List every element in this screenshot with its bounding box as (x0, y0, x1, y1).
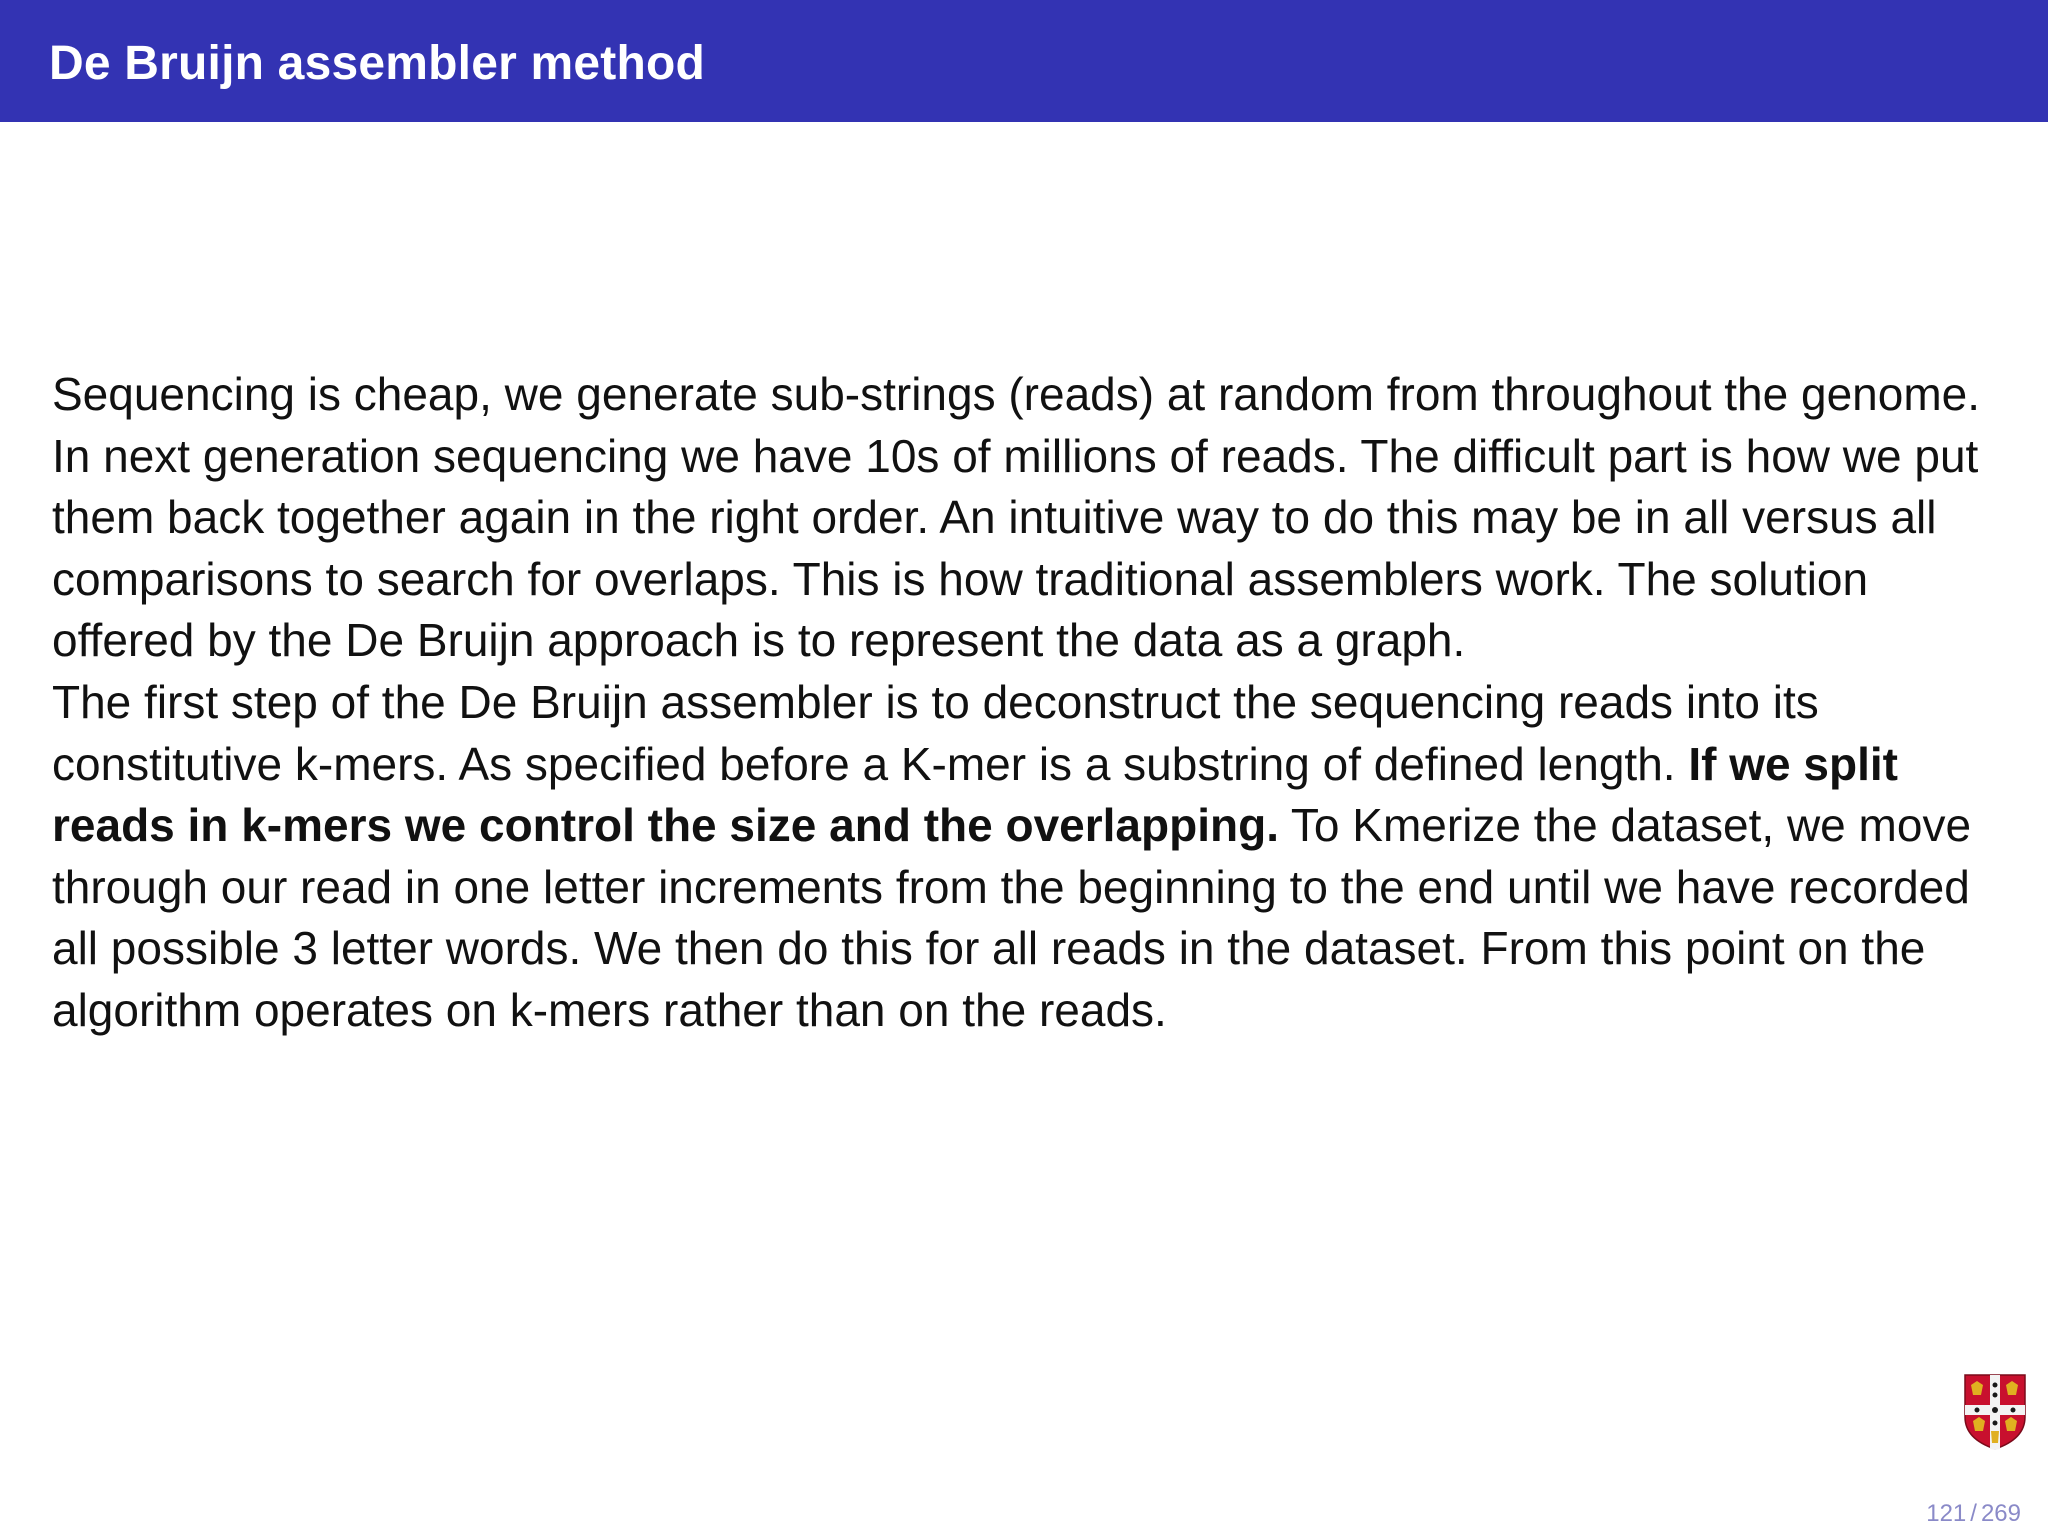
page-separator: / (1970, 1500, 1977, 1527)
page-number (1926, 1500, 2021, 1528)
slide-title: De Bruijn assembler method (49, 37, 706, 90)
slide-title-bar (0, 0, 2048, 122)
body-paragraph-1: Sequencing is cheap, we generate sub-strings (reads) at random from throughout the genome. In next generation sequencing we have 10s of millions of reads. The difficult part is how we put them back together again in the right order. An intuitive way to do this may be in all versus all comparisons to search for overlaps. This is how traditional assemblers work. The solution offered by the De Bruijn approach is to represent the data as a graph. (52, 368, 1981, 667)
slide-body (52, 364, 2012, 1042)
page-current: 121 (1926, 1500, 1967, 1527)
paragraph-2-text-start: The first step of the De Bruijn assembler is to deconstruct the sequencing reads into its constitutive k-mers. As specified before a K-mer is a substring of defined length. (52, 675, 1819, 790)
university-crest-icon (1963, 1373, 2027, 1451)
body-paragraph-2 (52, 672, 2012, 1042)
paragraph-2-bold-text: If we split reads in k-mers we control the size and the overlapping. (52, 737, 1898, 852)
page-total: 269 (1980, 1500, 2021, 1527)
paragraph-2-text-end: To Kmerize the dataset, we move through our read in one letter increments from the beginning to the end until we have recorded all possible 3 letter words. We then do this for all reads in the dataset. From this point on the algorithm operates on k-mers rather than on the reads. (52, 799, 1972, 1036)
